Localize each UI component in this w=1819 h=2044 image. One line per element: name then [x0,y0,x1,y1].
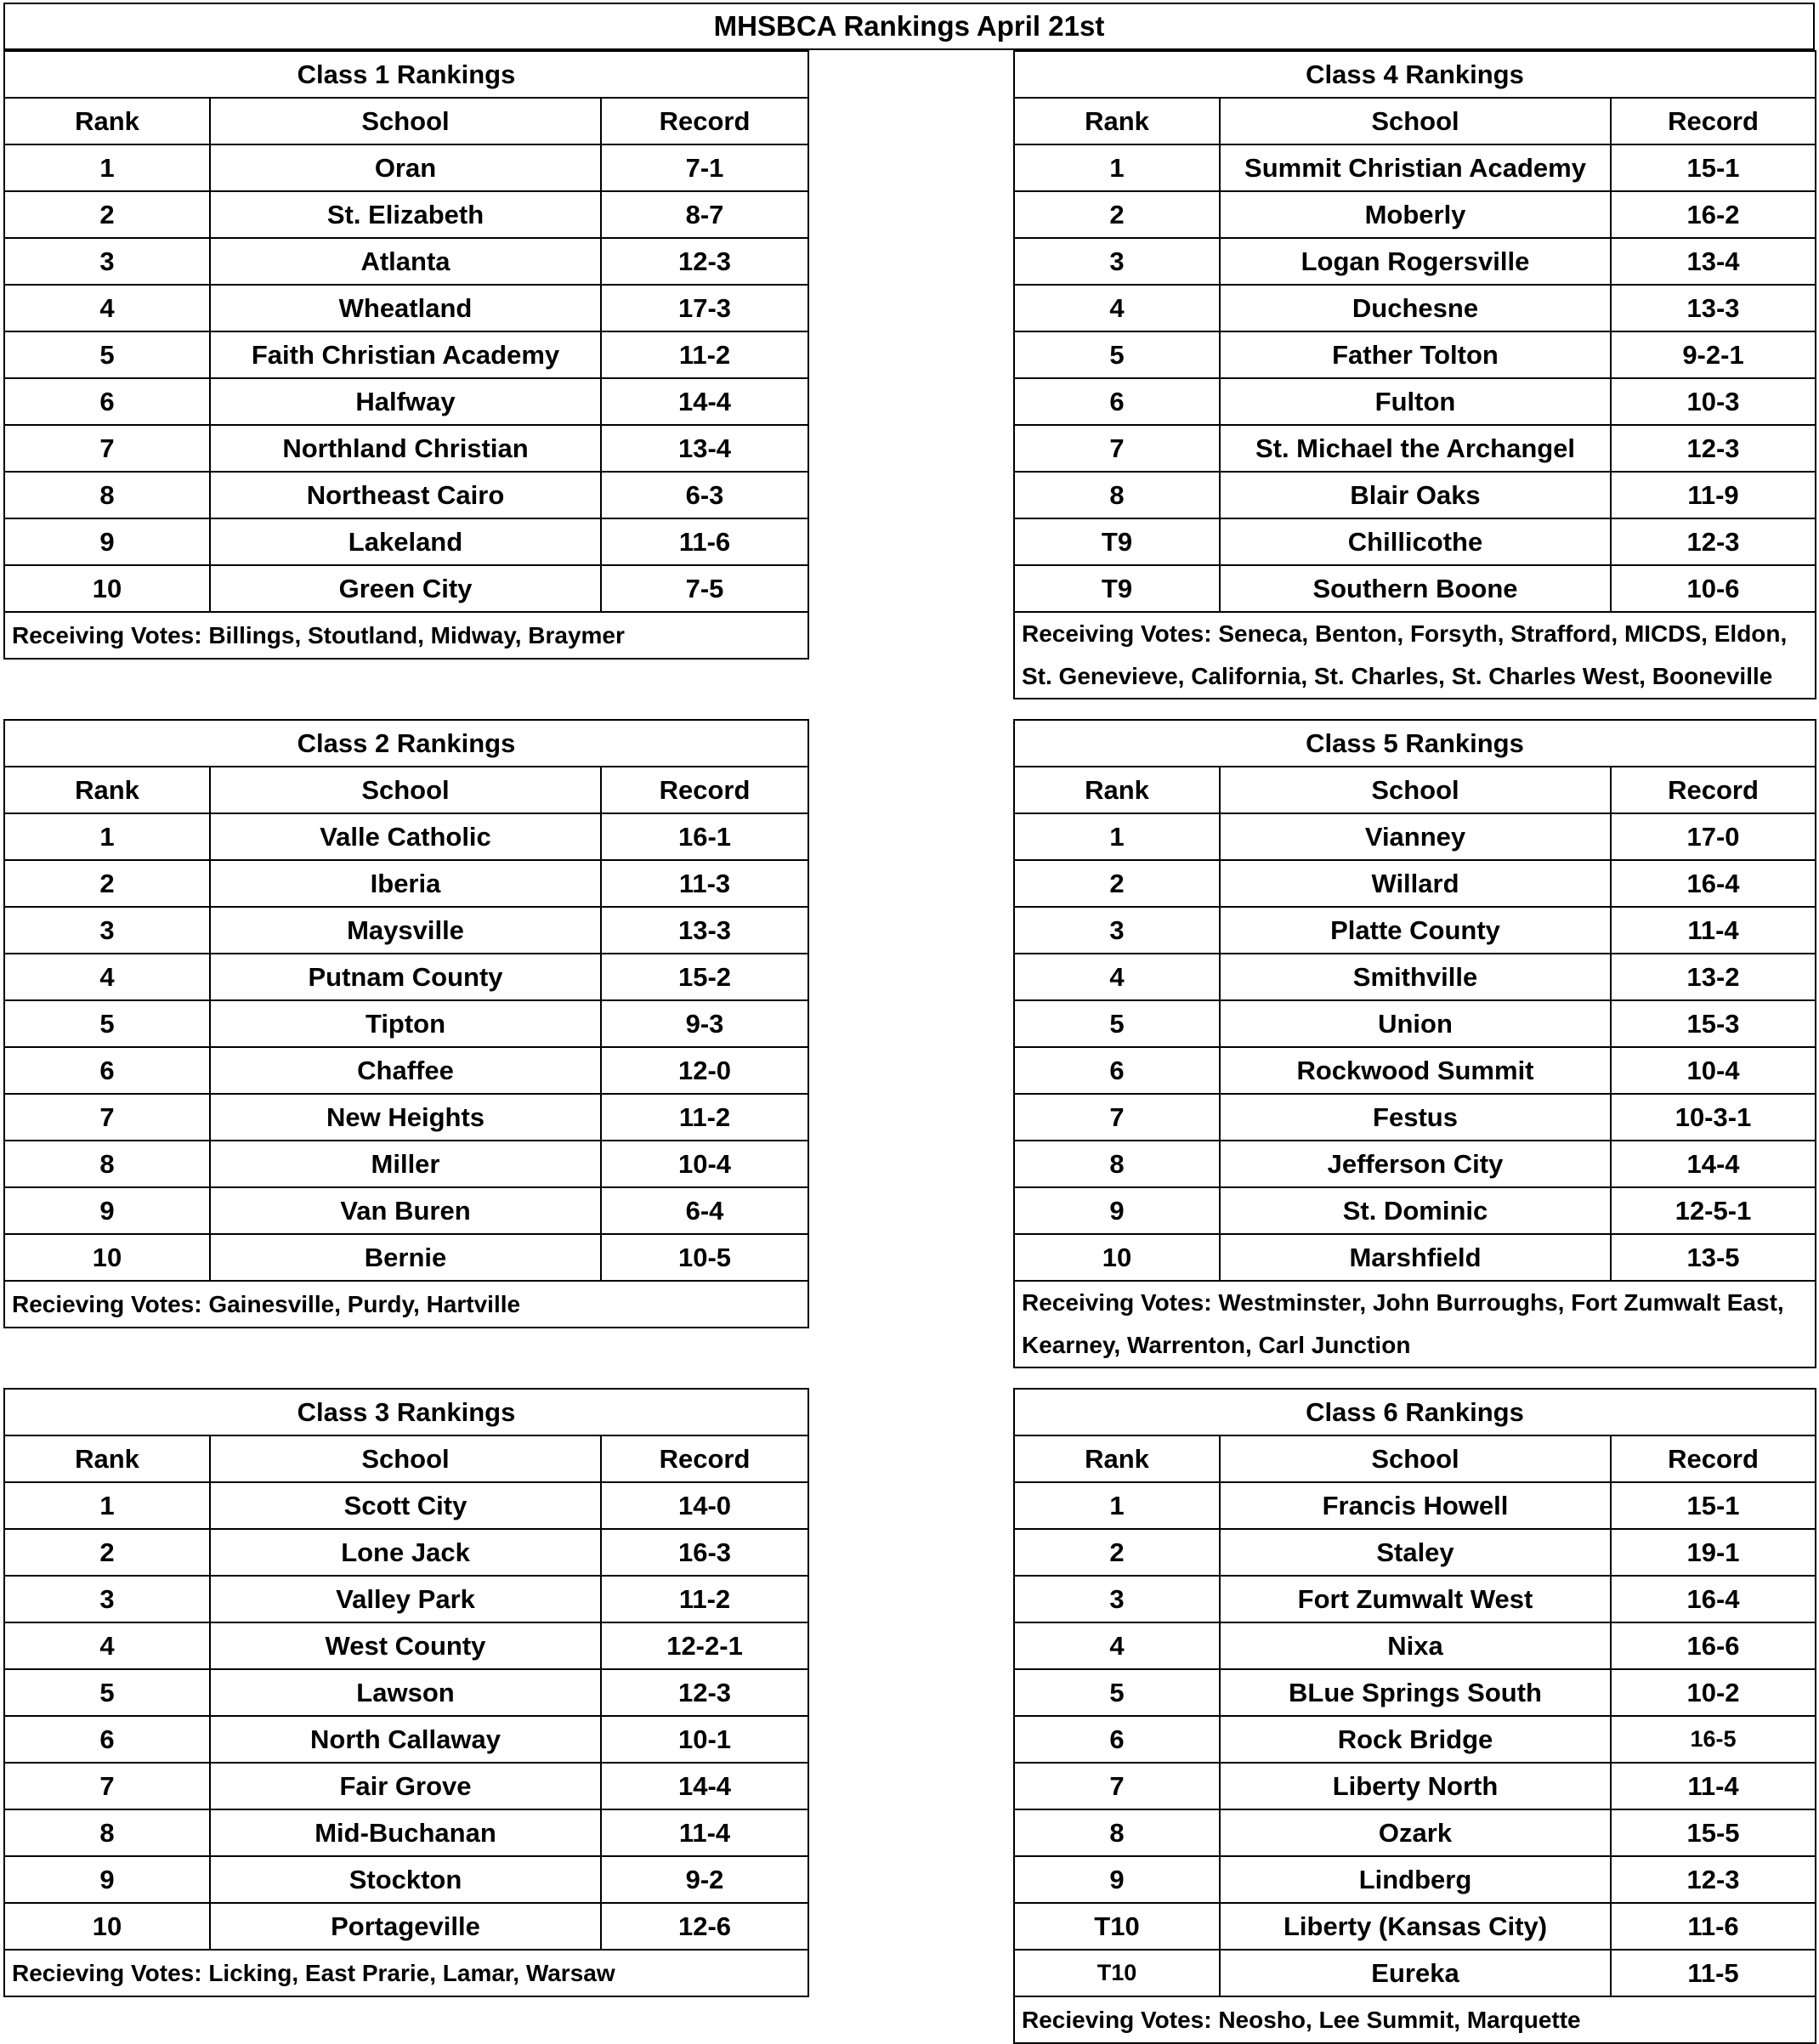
rank-cell: 5 [4,1000,210,1047]
school-cell: Summit Christian Academy [1220,144,1611,191]
rank-cell: 4 [1014,954,1220,1000]
school-header: School [210,98,601,144]
school-cell: Green City [210,565,601,612]
rank-cell: 8 [4,472,210,518]
table-row [1014,378,1816,425]
record-cell: 8-7 [601,191,808,238]
rank-cell: 8 [4,1809,210,1856]
table-row [1014,954,1816,1000]
table-row [4,1763,808,1809]
rank-cell: 10 [1014,1234,1220,1281]
record-header: Record [601,767,808,813]
school-cell: St. Michael the Archangel [1220,425,1611,472]
table-row [4,860,808,907]
class-heading: Class 6 Rankings [1014,1389,1816,1435]
school-cell: Francis Howell [1220,1482,1611,1529]
table-row [1014,238,1816,285]
receiving-votes: Receiving Votes: Billings, Stoutland, Midway, Braymer [4,612,808,659]
table-row [4,1047,808,1094]
record-cell: 15-1 [1611,1482,1816,1529]
rank-cell: 2 [1014,860,1220,907]
school-cell: Iberia [210,860,601,907]
table-row [4,1234,808,1281]
rank-cell: 1 [4,144,210,191]
rank-cell: 8 [4,1141,210,1187]
school-cell: Mid-Buchanan [210,1809,601,1856]
rank-cell: 8 [1014,1809,1220,1856]
table-row [4,565,808,612]
rank-cell: 1 [4,813,210,860]
table-row [1014,1094,1816,1141]
school-cell: Fulton [1220,378,1611,425]
table-row [4,191,808,238]
rank-cell: T10 [1014,1950,1220,1996]
rank-cell: 3 [4,1576,210,1622]
rank-cell: 2 [4,1529,210,1576]
rank-cell: 7 [1014,425,1220,472]
record-cell: 17-3 [601,285,808,331]
table-row [4,1529,808,1576]
class-2-table [3,719,809,1328]
record-cell: 16-6 [1611,1622,1816,1669]
rank-cell: 2 [4,191,210,238]
school-cell: Vianney [1220,813,1611,860]
table-row [1014,1576,1816,1622]
school-cell: Willard [1220,860,1611,907]
receiving-votes: Recieving Votes: Licking, East Prarie, Lamar, Warsaw [4,1950,808,1996]
table-row [4,1809,808,1856]
table-row [1014,1622,1816,1669]
record-cell: 14-0 [601,1482,808,1529]
school-cell: North Callaway [210,1716,601,1763]
table-row [1014,1187,1816,1234]
rank-cell: 10 [4,1234,210,1281]
record-cell: 13-4 [1611,238,1816,285]
record-cell: 11-6 [1611,1903,1816,1950]
rank-header: Rank [1014,767,1220,813]
record-cell: 16-4 [1611,1576,1816,1622]
school-cell: Lindberg [1220,1856,1611,1903]
school-cell: Eureka [1220,1950,1611,1996]
class-heading: Class 1 Rankings [4,51,808,98]
table-row [1014,472,1816,518]
school-cell: Lawson [210,1669,601,1716]
record-cell: 14-4 [1611,1141,1816,1187]
record-cell: 15-3 [1611,1000,1816,1047]
school-cell: Halfway [210,378,601,425]
record-cell: 6-3 [601,472,808,518]
record-cell: 12-2-1 [601,1622,808,1669]
table-row [1014,565,1816,612]
rank-cell: 5 [4,1669,210,1716]
record-cell: 9-3 [601,1000,808,1047]
table-row [1014,425,1816,472]
school-cell: Nixa [1220,1622,1611,1669]
record-cell: 10-5 [601,1234,808,1281]
rank-cell: 4 [1014,285,1220,331]
record-cell: 15-5 [1611,1809,1816,1856]
school-cell: Liberty North [1220,1763,1611,1809]
table-row [4,954,808,1000]
table-row [4,907,808,954]
table-row [4,1094,808,1141]
receiving-votes: Recieving Votes: Neosho, Lee Summit, Marquette [1014,1996,1816,2043]
record-cell: 11-4 [1611,1763,1816,1809]
rank-cell: T9 [1014,565,1220,612]
school-cell: Atlanta [210,238,601,285]
record-cell: 11-2 [601,1094,808,1141]
school-cell: Portageville [210,1903,601,1950]
record-cell: 11-2 [601,1576,808,1622]
record-cell: 16-3 [601,1529,808,1576]
record-cell: 12-0 [601,1047,808,1094]
table-row [4,238,808,285]
record-cell: 6-4 [601,1187,808,1234]
record-cell: 10-3 [1611,378,1816,425]
rank-cell: 5 [1014,1669,1220,1716]
school-cell: Northland Christian [210,425,601,472]
table-row [1014,1716,1816,1763]
school-cell: Southern Boone [1220,565,1611,612]
class-heading: Class 5 Rankings [1014,720,1816,767]
rank-cell: 6 [4,1047,210,1094]
record-cell: 10-6 [1611,565,1816,612]
school-cell: Duchesne [1220,285,1611,331]
school-cell: St. Elizabeth [210,191,601,238]
school-cell: West County [210,1622,601,1669]
table-row [4,144,808,191]
school-header: School [210,767,601,813]
table-row [1014,331,1816,378]
table-row [1014,1950,1816,1996]
record-header: Record [601,1435,808,1482]
record-cell: 12-6 [601,1903,808,1950]
rank-cell: T10 [1014,1903,1220,1950]
record-cell: 10-2 [1611,1669,1816,1716]
table-row [1014,144,1816,191]
table-row [1014,285,1816,331]
table-row [4,472,808,518]
table-row [1014,1000,1816,1047]
record-cell: 11-9 [1611,472,1816,518]
rank-cell: 3 [4,907,210,954]
rank-header: Rank [4,1435,210,1482]
record-cell: 13-2 [1611,954,1816,1000]
rank-header: Rank [1014,98,1220,144]
record-cell: 12-3 [1611,1856,1816,1903]
record-cell: 12-3 [601,1669,808,1716]
receiving-votes: Receiving Votes: Westminster, John Burroughs, Fort Zumwalt East, Kearney, Warrenton, Carl Junction [1014,1281,1816,1367]
class-1-table [3,50,809,660]
table-row [4,518,808,565]
table-row [4,813,808,860]
school-cell: Rockwood Summit [1220,1047,1611,1094]
receiving-votes: Recieving Votes: Gainesville, Purdy, Hartville [4,1281,808,1328]
rank-cell: 9 [4,1856,210,1903]
rank-cell: 9 [1014,1856,1220,1903]
rank-cell: 8 [1014,472,1220,518]
school-cell: Lakeland [210,518,601,565]
table-row [1014,1047,1816,1094]
rank-cell: 4 [4,1622,210,1669]
school-cell: Tipton [210,1000,601,1047]
rank-cell: 9 [1014,1187,1220,1234]
record-header: Record [1611,98,1816,144]
table-row [1014,1669,1816,1716]
table-row [4,425,808,472]
class-heading: Class 4 Rankings [1014,51,1816,98]
school-cell: New Heights [210,1094,601,1141]
table-row [4,285,808,331]
record-cell: 15-1 [1611,144,1816,191]
school-cell: Northeast Cairo [210,472,601,518]
table-row [1014,907,1816,954]
class-4-table [1013,50,1816,699]
school-header: School [210,1435,601,1482]
table-row [4,1187,808,1234]
rank-cell: 7 [4,1763,210,1809]
record-cell: 11-5 [1611,1950,1816,1996]
rank-cell: 7 [4,1094,210,1141]
school-cell: Maysville [210,907,601,954]
record-header: Record [1611,767,1816,813]
record-cell: 14-4 [601,378,808,425]
table-row [1014,860,1816,907]
table-row [1014,1141,1816,1187]
school-cell: BLue Springs South [1220,1669,1611,1716]
rank-cell: 4 [1014,1622,1220,1669]
table-row [4,1482,808,1529]
record-cell: 7-1 [601,144,808,191]
school-cell: Father Tolton [1220,331,1611,378]
table-row [4,1669,808,1716]
school-cell: Staley [1220,1529,1611,1576]
school-cell: Rock Bridge [1220,1716,1611,1763]
school-cell: Putnam County [210,954,601,1000]
school-cell: Blair Oaks [1220,472,1611,518]
rank-cell: 10 [4,1903,210,1950]
record-cell: 9-2 [601,1856,808,1903]
rank-cell: 9 [4,518,210,565]
rank-cell: 6 [1014,1716,1220,1763]
school-cell: Platte County [1220,907,1611,954]
record-cell: 17-0 [1611,813,1816,860]
table-row [1014,1903,1816,1950]
rank-cell: 6 [1014,378,1220,425]
rank-cell: 5 [4,331,210,378]
table-row [4,378,808,425]
table-row [4,1141,808,1187]
table-row [1014,1529,1816,1576]
school-cell: Marshfield [1220,1234,1611,1281]
school-cell: Moberly [1220,191,1611,238]
rank-cell: 4 [4,285,210,331]
rank-cell: 1 [1014,813,1220,860]
school-cell: Valley Park [210,1576,601,1622]
table-row [1014,191,1816,238]
record-cell: 14-4 [601,1763,808,1809]
rank-cell: 3 [1014,907,1220,954]
rank-cell: 6 [4,378,210,425]
school-cell: Lone Jack [210,1529,601,1576]
school-cell: Ozark [1220,1809,1611,1856]
school-cell: Liberty (Kansas City) [1220,1903,1611,1950]
rank-header: Rank [4,767,210,813]
record-cell: 13-3 [1611,285,1816,331]
record-cell: 10-3-1 [1611,1094,1816,1141]
school-header: School [1220,1435,1611,1482]
school-cell: Fair Grove [210,1763,601,1809]
record-cell: 12-3 [1611,518,1816,565]
rank-cell: 3 [1014,238,1220,285]
rank-cell: 9 [4,1187,210,1234]
record-cell: 13-4 [601,425,808,472]
record-cell: 16-5 [1611,1716,1816,1763]
record-cell: 11-2 [601,331,808,378]
rank-header: Rank [4,98,210,144]
school-cell: Chillicothe [1220,518,1611,565]
rank-cell: 1 [1014,144,1220,191]
school-cell: Van Buren [210,1187,601,1234]
school-header: School [1220,767,1611,813]
rank-cell: T9 [1014,518,1220,565]
record-header: Record [601,98,808,144]
rank-cell: 10 [4,565,210,612]
school-cell: Faith Christian Academy [210,331,601,378]
rank-cell: 6 [1014,1047,1220,1094]
school-cell: Scott City [210,1482,601,1529]
class-6-table [1013,1388,1816,2044]
record-cell: 13-5 [1611,1234,1816,1281]
school-cell: Smithville [1220,954,1611,1000]
school-cell: Festus [1220,1094,1611,1141]
table-row [1014,1763,1816,1809]
record-cell: 16-1 [601,813,808,860]
record-cell: 12-3 [1611,425,1816,472]
receiving-votes: Receiving Votes: Seneca, Benton, Forsyth, Strafford, MICDS, Eldon, St. Genevieve, California, St. Charles, St. Charles West, Booneville [1014,612,1816,699]
table-row [4,1576,808,1622]
table-row [1014,1234,1816,1281]
record-cell: 16-2 [1611,191,1816,238]
rank-cell: 4 [4,954,210,1000]
record-cell: 10-4 [601,1141,808,1187]
rank-cell: 5 [1014,331,1220,378]
page-title: MHSBCA Rankings April 21st [3,3,1815,50]
table-row [4,1716,808,1763]
table-row [4,1856,808,1903]
table-row [1014,518,1816,565]
rank-cell: 8 [1014,1141,1220,1187]
record-cell: 10-1 [601,1716,808,1763]
rank-cell: 2 [4,860,210,907]
class-heading: Class 2 Rankings [4,720,808,767]
record-header: Record [1611,1435,1816,1482]
rank-cell: 7 [1014,1763,1220,1809]
rank-cell: 7 [4,425,210,472]
table-row [1014,813,1816,860]
school-cell: Miller [210,1141,601,1187]
rank-header: Rank [1014,1435,1220,1482]
record-cell: 11-4 [601,1809,808,1856]
school-header: School [1220,98,1611,144]
class-5-table [1013,719,1816,1368]
record-cell: 7-5 [601,565,808,612]
rank-cell: 5 [1014,1000,1220,1047]
record-cell: 11-6 [601,518,808,565]
school-cell: Oran [210,144,601,191]
record-cell: 11-3 [601,860,808,907]
school-cell: Jefferson City [1220,1141,1611,1187]
table-row [1014,1482,1816,1529]
school-cell: Fort Zumwalt West [1220,1576,1611,1622]
rank-cell: 2 [1014,1529,1220,1576]
rank-cell: 2 [1014,191,1220,238]
record-cell: 12-5-1 [1611,1187,1816,1234]
school-cell: Bernie [210,1234,601,1281]
table-row [4,331,808,378]
class-3-table [3,1388,809,1997]
record-cell: 13-3 [601,907,808,954]
rank-cell: 1 [4,1482,210,1529]
record-cell: 15-2 [601,954,808,1000]
record-cell: 10-4 [1611,1047,1816,1094]
rank-cell: 7 [1014,1094,1220,1141]
table-row [1014,1856,1816,1903]
class-heading: Class 3 Rankings [4,1389,808,1435]
rank-cell: 1 [1014,1482,1220,1529]
rank-cell: 6 [4,1716,210,1763]
school-cell: Chaffee [210,1047,601,1094]
record-cell: 16-4 [1611,860,1816,907]
rank-cell: 3 [4,238,210,285]
school-cell: St. Dominic [1220,1187,1611,1234]
record-cell: 19-1 [1611,1529,1816,1576]
table-row [4,1000,808,1047]
record-cell: 9-2-1 [1611,331,1816,378]
school-cell: Wheatland [210,285,601,331]
school-cell: Union [1220,1000,1611,1047]
record-cell: 12-3 [601,238,808,285]
school-cell: Logan Rogersville [1220,238,1611,285]
school-cell: Valle Catholic [210,813,601,860]
table-row [4,1903,808,1950]
table-row [4,1622,808,1669]
school-cell: Stockton [210,1856,601,1903]
table-row [1014,1809,1816,1856]
record-cell: 11-4 [1611,907,1816,954]
rank-cell: 3 [1014,1576,1220,1622]
